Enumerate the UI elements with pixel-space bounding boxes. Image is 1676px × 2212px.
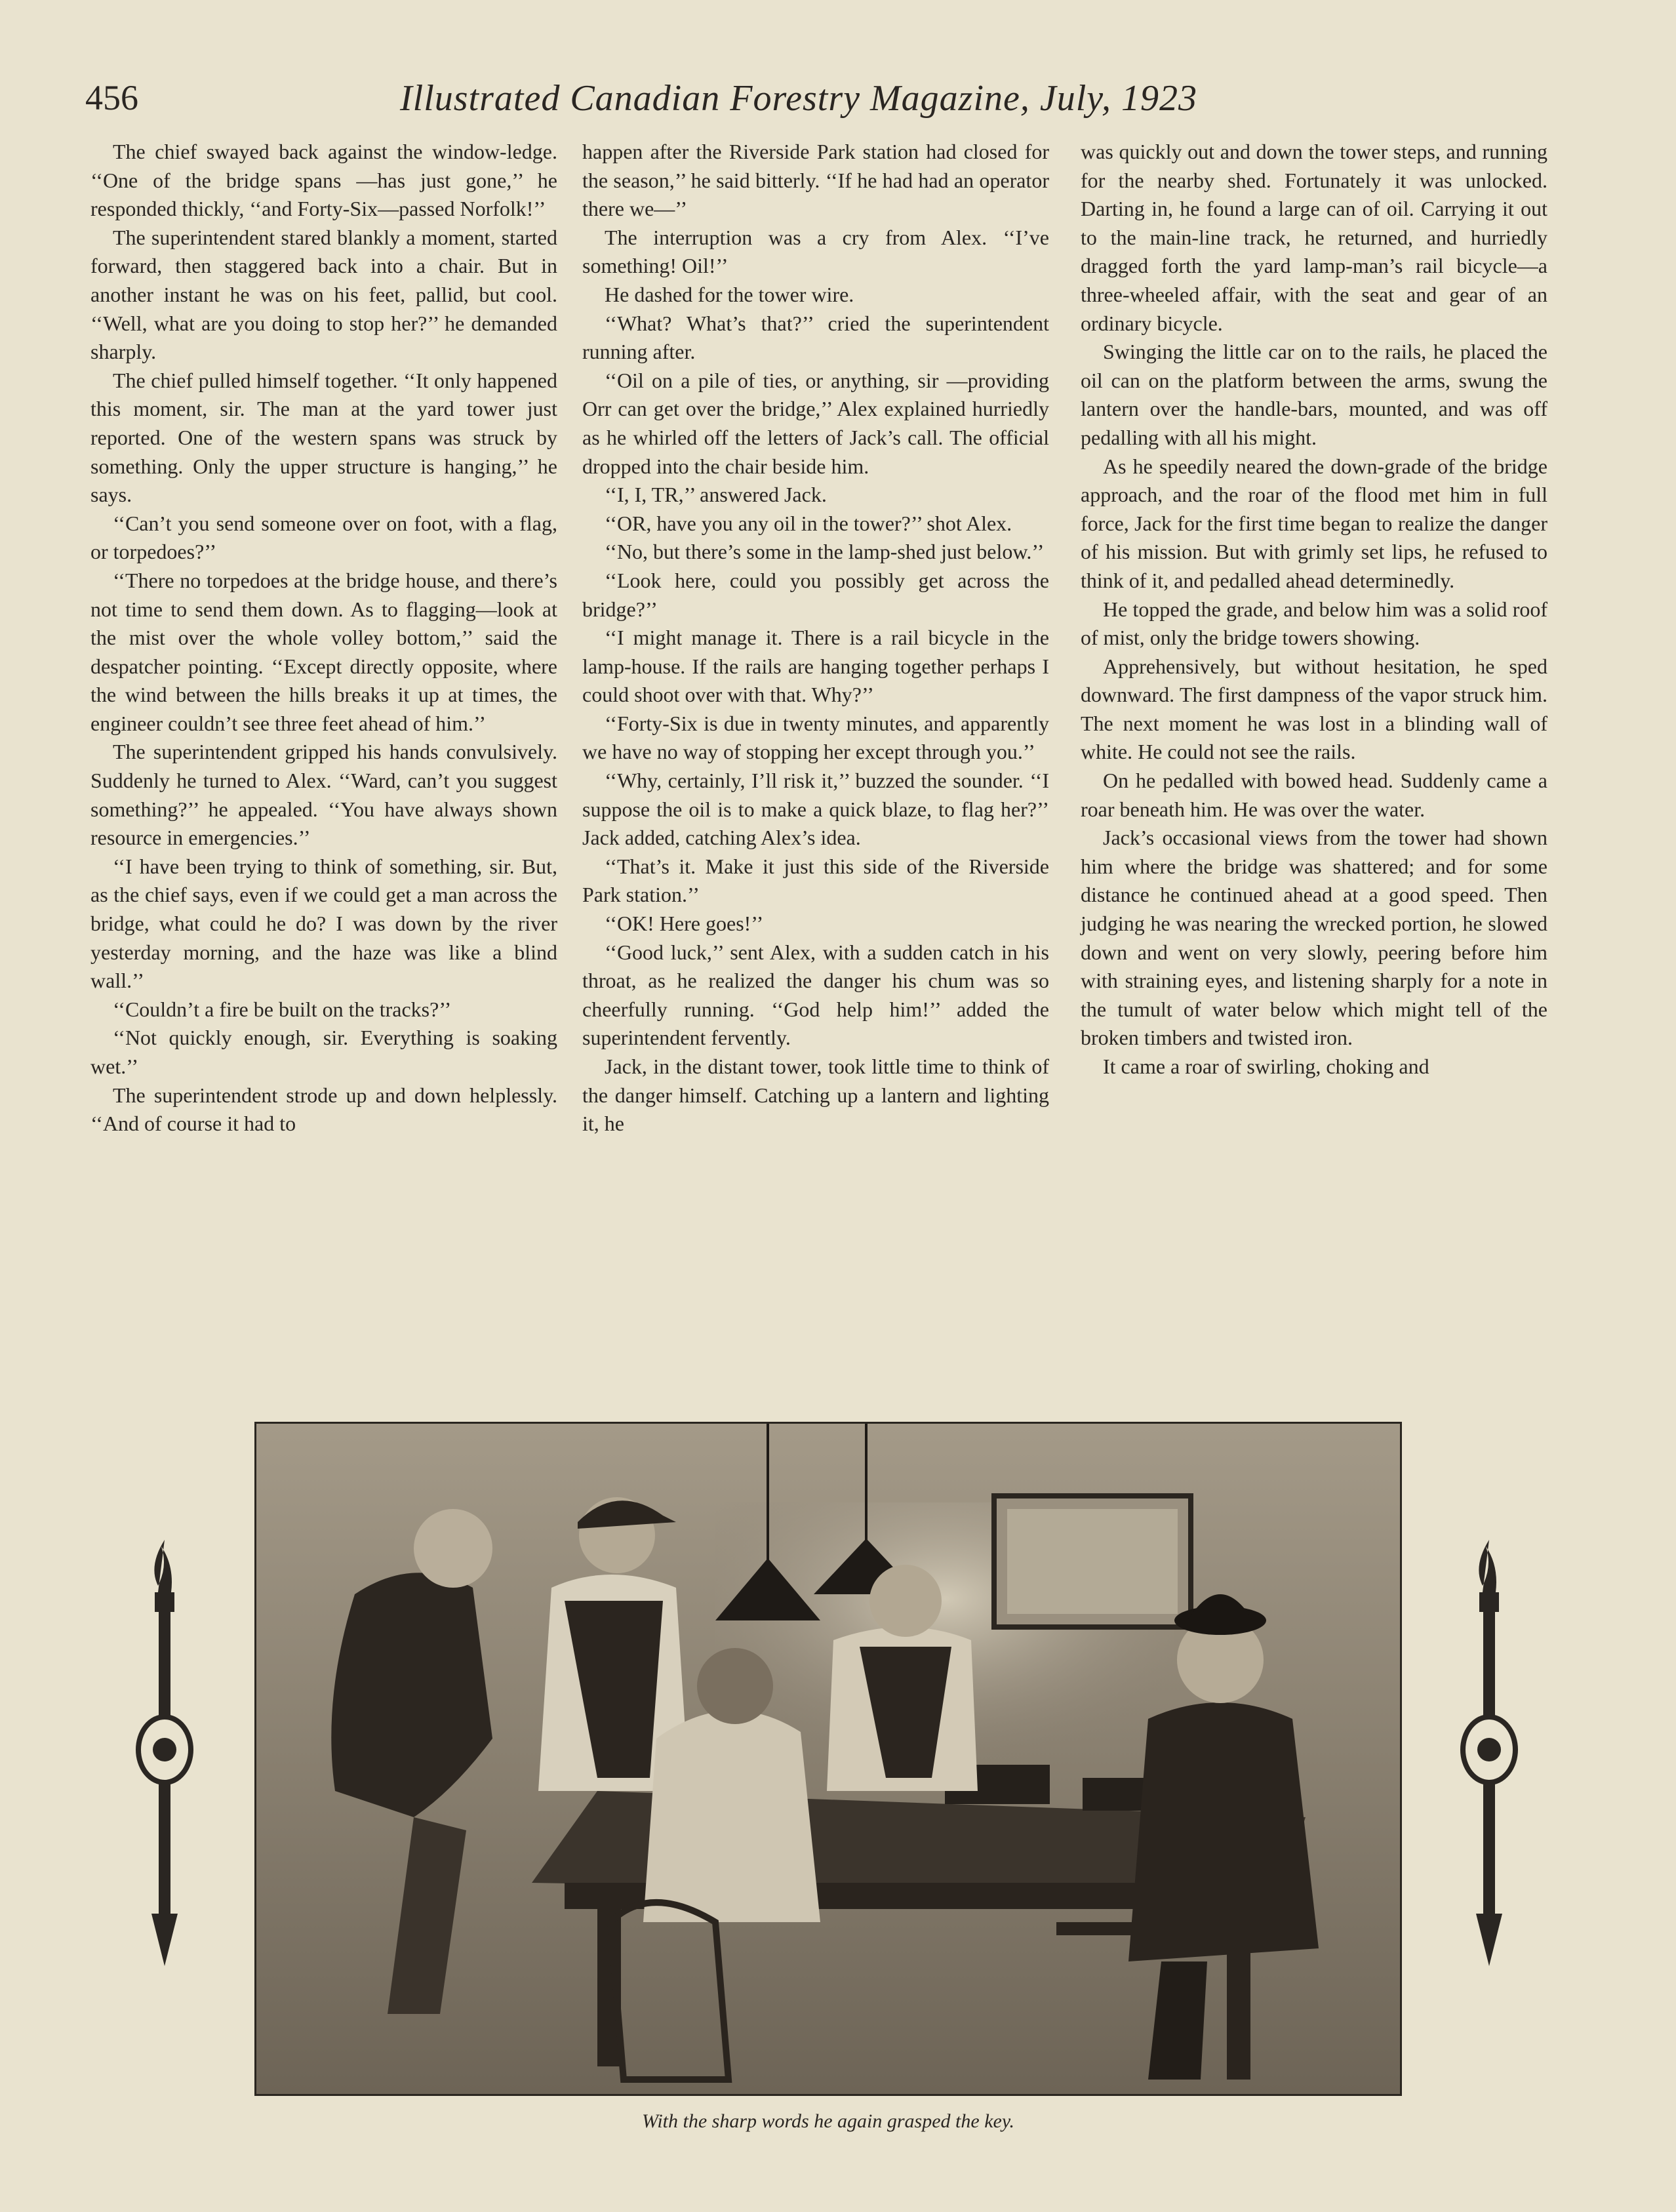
- paragraph: As he speedily neared the down-grade of the bridge approach, and the roar of the flood met him in full force, Jack for the first time began to realize the danger of his mission. But with grimly set lips, he refused to think of it, and pedalled ahead determinedly.: [1081, 454, 1547, 592]
- paragraph: ‘‘Couldn’t a fire be built on the tracks?’’: [113, 997, 452, 1021]
- illustration: [254, 1422, 1402, 2096]
- paragraph: ‘‘What? What’s that?’’ cried the superintendent running after.: [582, 311, 1049, 364]
- paragraph: Jack, in the distant tower, took little time to think of the danger himself. Catching up a lantern and lighting it, he: [582, 1055, 1049, 1136]
- page-number: 456: [85, 78, 138, 117]
- paragraph: The superintendent gripped his hands convulsively. Suddenly he turned to Alex. ‘‘Ward, can’t you suggest something?’’ he appealed. ‘‘You have always shown resource in emergencies.’’: [90, 740, 557, 850]
- torch-ornament-left-icon: [122, 1540, 207, 1966]
- paragraph: ‘‘Look here, could you possibly get across the bridge?’’: [582, 568, 1049, 621]
- paragraph: was quickly out and down the tower steps, and running for the nearby shed. Fortunately it was unlocked. Darting in, he found a large can of oil. Carrying it out to the main-line track, he returned, and hurriedly dragged forth the yard lamp-man’s rail bicycle—a three-wheeled affair, with the seat and gear of an ordinary bicycle.: [1081, 140, 1547, 335]
- paragraph: Swinging the little car on to the rails, he placed the oil can on the platform between the arms, swung the lantern over the handle-bars, mounted, and was off pedalling with all his might.: [1081, 340, 1547, 449]
- paragraph: happen after the Riverside Park station had closed for the season,’’ he said bitterly. ‘‘If he had had an operator there we—’’: [582, 140, 1049, 221]
- paragraph: ‘‘Forty-Six is due in twenty minutes, and apparently we have no way of stopping her except through you.’’: [582, 711, 1049, 764]
- paragraph: ‘‘I, I, TR,’’ answered Jack.: [605, 483, 827, 507]
- torch-ornament-right-icon: [1447, 1540, 1532, 1966]
- paragraph: ‘‘No, but there’s some in the lamp-shed just below.’’: [605, 540, 1045, 564]
- paragraph: ‘‘Not quickly enough, sir. Everything is soaking wet.’’: [90, 1026, 557, 1078]
- paragraph: He topped the grade, and below him was a solid roof of mist, only the bridge towers showing.: [1081, 597, 1547, 650]
- text-column-3: [1081, 138, 1547, 1081]
- paragraph: It came a roar of swirling, choking and: [1103, 1055, 1429, 1078]
- paragraph: ‘‘That’s it. Make it just this side of the Riverside Park station.’’: [582, 854, 1049, 907]
- paragraph: ‘‘Why, certainly, I’ll risk it,’’ buzzed the sounder. ‘‘I suppose the oil is to make a quick blaze, to flag her?’’ Jack added, catching Alex’s idea.: [582, 769, 1049, 850]
- paragraph: He dashed for the tower wire.: [605, 282, 854, 306]
- paragraph: ‘‘Can’t you send someone over on foot, with a flag, or torpedoes?’’: [90, 511, 557, 564]
- paragraph: ‘‘Good luck,’’ sent Alex, with a sudden catch in his throat, as he realized the danger his chum was so cheerfully running. ‘‘God help him!’’ added the superintendent fervently.: [582, 940, 1049, 1050]
- paragraph: ‘‘I might manage it. There is a rail bicycle in the lamp-house. If the rails are hanging together perhaps I could shoot over with that. Why?’’: [582, 626, 1049, 707]
- page-header: [85, 77, 1239, 123]
- paragraph: The superintendent strode up and down helplessly. ‘‘And of course it had to: [90, 1083, 557, 1136]
- figure-caption: With the sharp words he again grasped the key.: [641, 2110, 1014, 2132]
- paragraph: ‘‘OK! Here goes!’’: [605, 912, 764, 936]
- paragraph: ‘‘OR, have you any oil in the tower?’’ shot Alex.: [605, 511, 1012, 535]
- running-head: Illustrated Canadian Forestry Magazine, July, 1923: [400, 78, 1198, 119]
- text-column-1: [90, 138, 557, 1138]
- paragraph: On he pedalled with bowed head. Suddenly came a roar beneath him. He was over the water.: [1081, 769, 1547, 821]
- paragraph: Apprehensively, but without hesitation, he sped downward. The first dampness of the vapor struck him. The next moment he was lost in a blinding wall of white. He could not see the rails.: [1081, 654, 1547, 764]
- text-column-2: [582, 138, 1049, 1138]
- paragraph: The chief swayed back against the window-ledge. ‘‘One of the bridge spans —has just gone,’’ he responded thickly, ‘‘and Forty-Six—passed Norfolk!’’: [90, 140, 557, 221]
- paragraph: ‘‘Oil on a pile of ties, or anything, sir —providing Orr can get over the bridge,’’ Alex explained hurriedly as he whirled off the letters of Jack’s call. The official dropped into the chair beside him.: [582, 368, 1049, 478]
- paragraph: The interruption was a cry from Alex. ‘‘I’ve something! Oil!’’: [582, 225, 1049, 278]
- paragraph: Jack’s occasional views from the tower had shown him where the bridge was shattered; and for some distance he continued ahead at a good speed. Then judging he was nearing the wrecked portion, he slowed down and went on very slowly, peering before him with straining eyes, and listening sharply for a note in the tumult of water below which might tell of the broken timbers and twisted iron.: [1081, 826, 1547, 1050]
- paragraph: The chief pulled himself together. ‘‘It only happened this moment, sir. The man at the yard tower just reported. One of the western spans was struck by something. Only the upper structure is hanging,’’ he says.: [90, 368, 557, 507]
- paragraph: ‘‘I have been trying to think of something, sir. But, as the chief says, even if we could get a man across the bridge, what could he do? I was down by the river yesterday morning, and the haze was like a blind wall.’’: [90, 854, 557, 993]
- paragraph: The superintendent stared blankly a moment, started forward, then staggered back into a chair. But in another instant he was on his feet, pallid, but cool. ‘‘Well, what are you doing to stop her?’’ he demanded sharply.: [90, 225, 557, 364]
- paragraph: ‘‘There no torpedoes at the bridge house, and there’s not time to send them down. As to flagging—look at the mist over the whole volley bottom,’’ said the despatcher pointing. ‘‘Except directly opposite, where the wind between the hills breaks it up at times, the engineer couldn’t see three feet ahead of him.’’: [90, 568, 557, 735]
